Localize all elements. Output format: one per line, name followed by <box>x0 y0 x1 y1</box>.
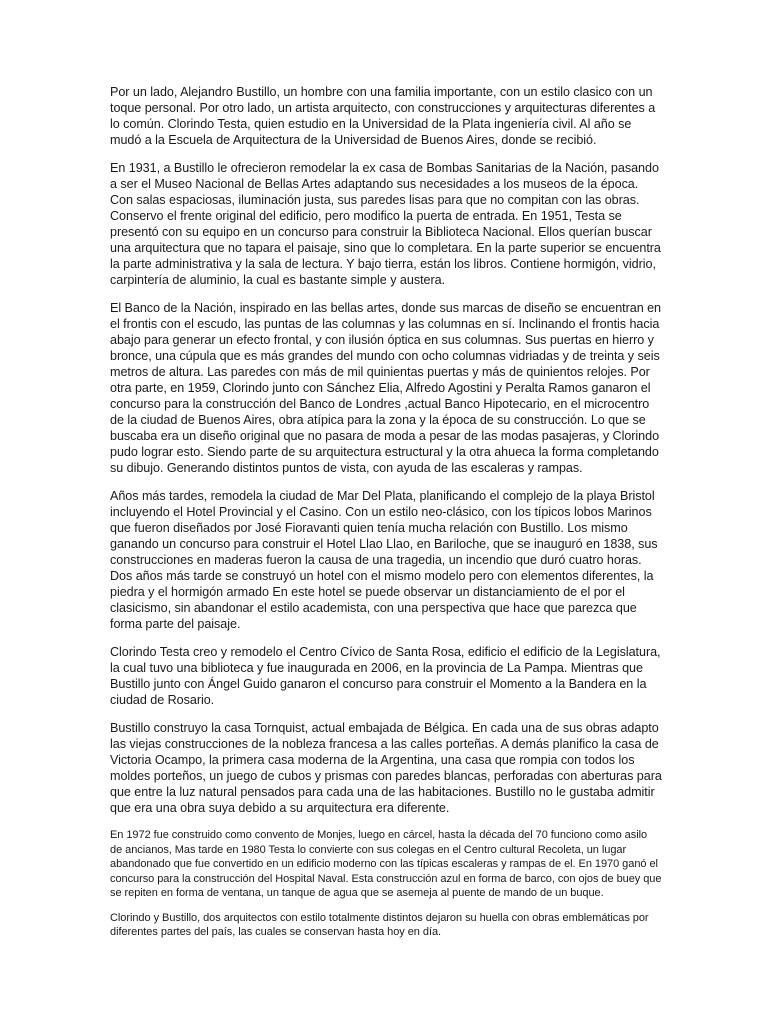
paragraph-conclusion: Clorindo y Bustillo, dos arquitectos con estilo totalmente distintos dejaron su huella con obras emblemáticas por diferentes partes del país, las cuales se conservan hasta hoy en día. <box>110 911 649 938</box>
paragraph-santa-rosa: Clorindo Testa creo y remodelo el Centro Cívico de Santa Rosa, edificio el edificio de la Legislatura, la cual tuvo una biblioteca y fue inaugurada en 2006, en la provincia de La Pampa. Mientras que Bustillo junto con Ángel Guido ganaron el concurso para construir el Momento a la Bandera en la ciudad de Rosario. <box>110 645 661 707</box>
paragraph-casa-tornquist: Bustillo construyo la casa Tornquist, actual embajada de Bélgica. En cada una de sus obras adapto las viejas construcciones de la nobleza francesa a las calles porteñas. A demás planifico la casa de Victoria Ocampo, la primera casa moderna de la Argentina, una casa que rompia con todos los moldes porteños, un juego de cubos y prismas con paredes blancas, perforadas con aberturas para que entre la luz natural pensados para cada una de las habitaciones. Bustillo no le gustaba admitir que era una obra suya debido a su arquitectura era diferente. <box>110 721 662 815</box>
paragraph-intro: Por un lado, Alejandro Bustillo, un hombre con una familia importante, con un estilo clasico con un toque personal. Por otro lado, un artista arquitecto, con construcciones y arquitecturas diferentes a lo común. Clorindo Testa, quien estudio en la Universidad de la Plata ingeniería civil. Al año se mudó a la Escuela de Arquitectura de la Universidad de Buenos Aires, donde se recibió. <box>110 85 656 147</box>
paragraph-recoleta-hospital: En 1972 fue construido como convento de Monjes, luego en cárcel, hasta la década del 70 funciono como asilo de ancianos, Mas tarde en 1980 Testa lo convierte con sus colegas en el Centro cultural Recoleta, un lugar abandonado que fue convertido en un edificio moderno con las típicas escaleras y rampas de el. En 1970 ganó el concurso para la construcción del Hospital Naval. Esta construcción azul en forma de barco, con ojos de buey que se repiten en forma de ventana, un tanque de agua que se asemeja al puente de mando de un buque. <box>110 829 662 899</box>
paragraph-mar-del-plata: Años más tardes, remodela la ciudad de Mar Del Plata, planificando el complejo de la playa Bristol incluyendo el Hotel Provincial y el Casino. Con un estilo neo-clásico, con los típicos lobos Marinos que fueron diseñados por José Fioravanti quien tenía mucha relación con Bustillo. Los mismo ganando un concurso para construir el Hotel Llao Llao, en Bariloche, que se inauguró en 1838, sus construcciones en maderas fueron la causa de una tragedia, un incendio que duró cuatro horas. Dos años más tarde se construyó un hotel con el mismo modelo pero con elementos diferentes, la piedra y el hormigón armado En este hotel se puede observar un distanciamiento de el por el clasicismo, sin abandonar el estilo academista, con una perspectiva que hace que parezca que forma parte del paisaje. <box>110 489 658 631</box>
paragraph-museo-biblioteca: En 1931, a Bustillo le ofrecieron remodelar la ex casa de Bombas Sanitarias de la Nación, pasando a ser el Museo Nacional de Bellas Artes adaptando sus necesidades a los museos de la época. Con salas espaciosas, iluminación justa, sus paredes lisas para que no compitan con las obras. Conservo el frente original del edificio, pero modifico la puerta de entrada. En 1951, Testa se presentó con su equipo en un concurso para construir la Biblioteca Nacional. Ellos querían buscar una arquitectura que no tapara el paisaje, sino que lo completara. En la parte superior se encuentra la parte administrativa y la sala de lectura. Y bajo tierra, están los libros. Contiene hormigón, vidrio, carpintería de aluminio, la cual es bastante simple y austera. <box>110 161 661 287</box>
document-page <box>110 84 662 950</box>
paragraph-banco-nacion: El Banco de la Nación, inspirado en las bellas artes, donde sus marcas de diseño se encuentran en el frontis con el escudo, las puntas de las columnas y las columnas en sí. Inclinando el frontis hacia abajo para generar un efecto frontal, y con ilusión óptica en sus columnas. Sus puertas en hierro y bronce, una cúpula que es más grandes del mundo con ocho columnas vidriadas y de treinta y seis metros de altura. Las paredes con más de mil quinientas puertas y más de quinientos relojes. Por otra parte, en 1959, Clorindo junto con Sánchez Elia, Alfredo Agostini y Peralta Ramos ganaron el concurso para la construcción del Banco de Londres ,actual Banco Hipotecario, en el microcentro de la ciudad de Buenos Aires, obra atípica para la zona y la época de su construcción. Lo que se buscaba era un diseño original que no pasara de moda a pesar de las modas pasajeras, y Clorindo pudo lograr esto. Siendo parte de su arquitectura estructural y la otra ahueca la forma completando su dibujo. Generando distintos puntos de vista, con ayuda de las escaleras y rampas. <box>110 301 662 475</box>
